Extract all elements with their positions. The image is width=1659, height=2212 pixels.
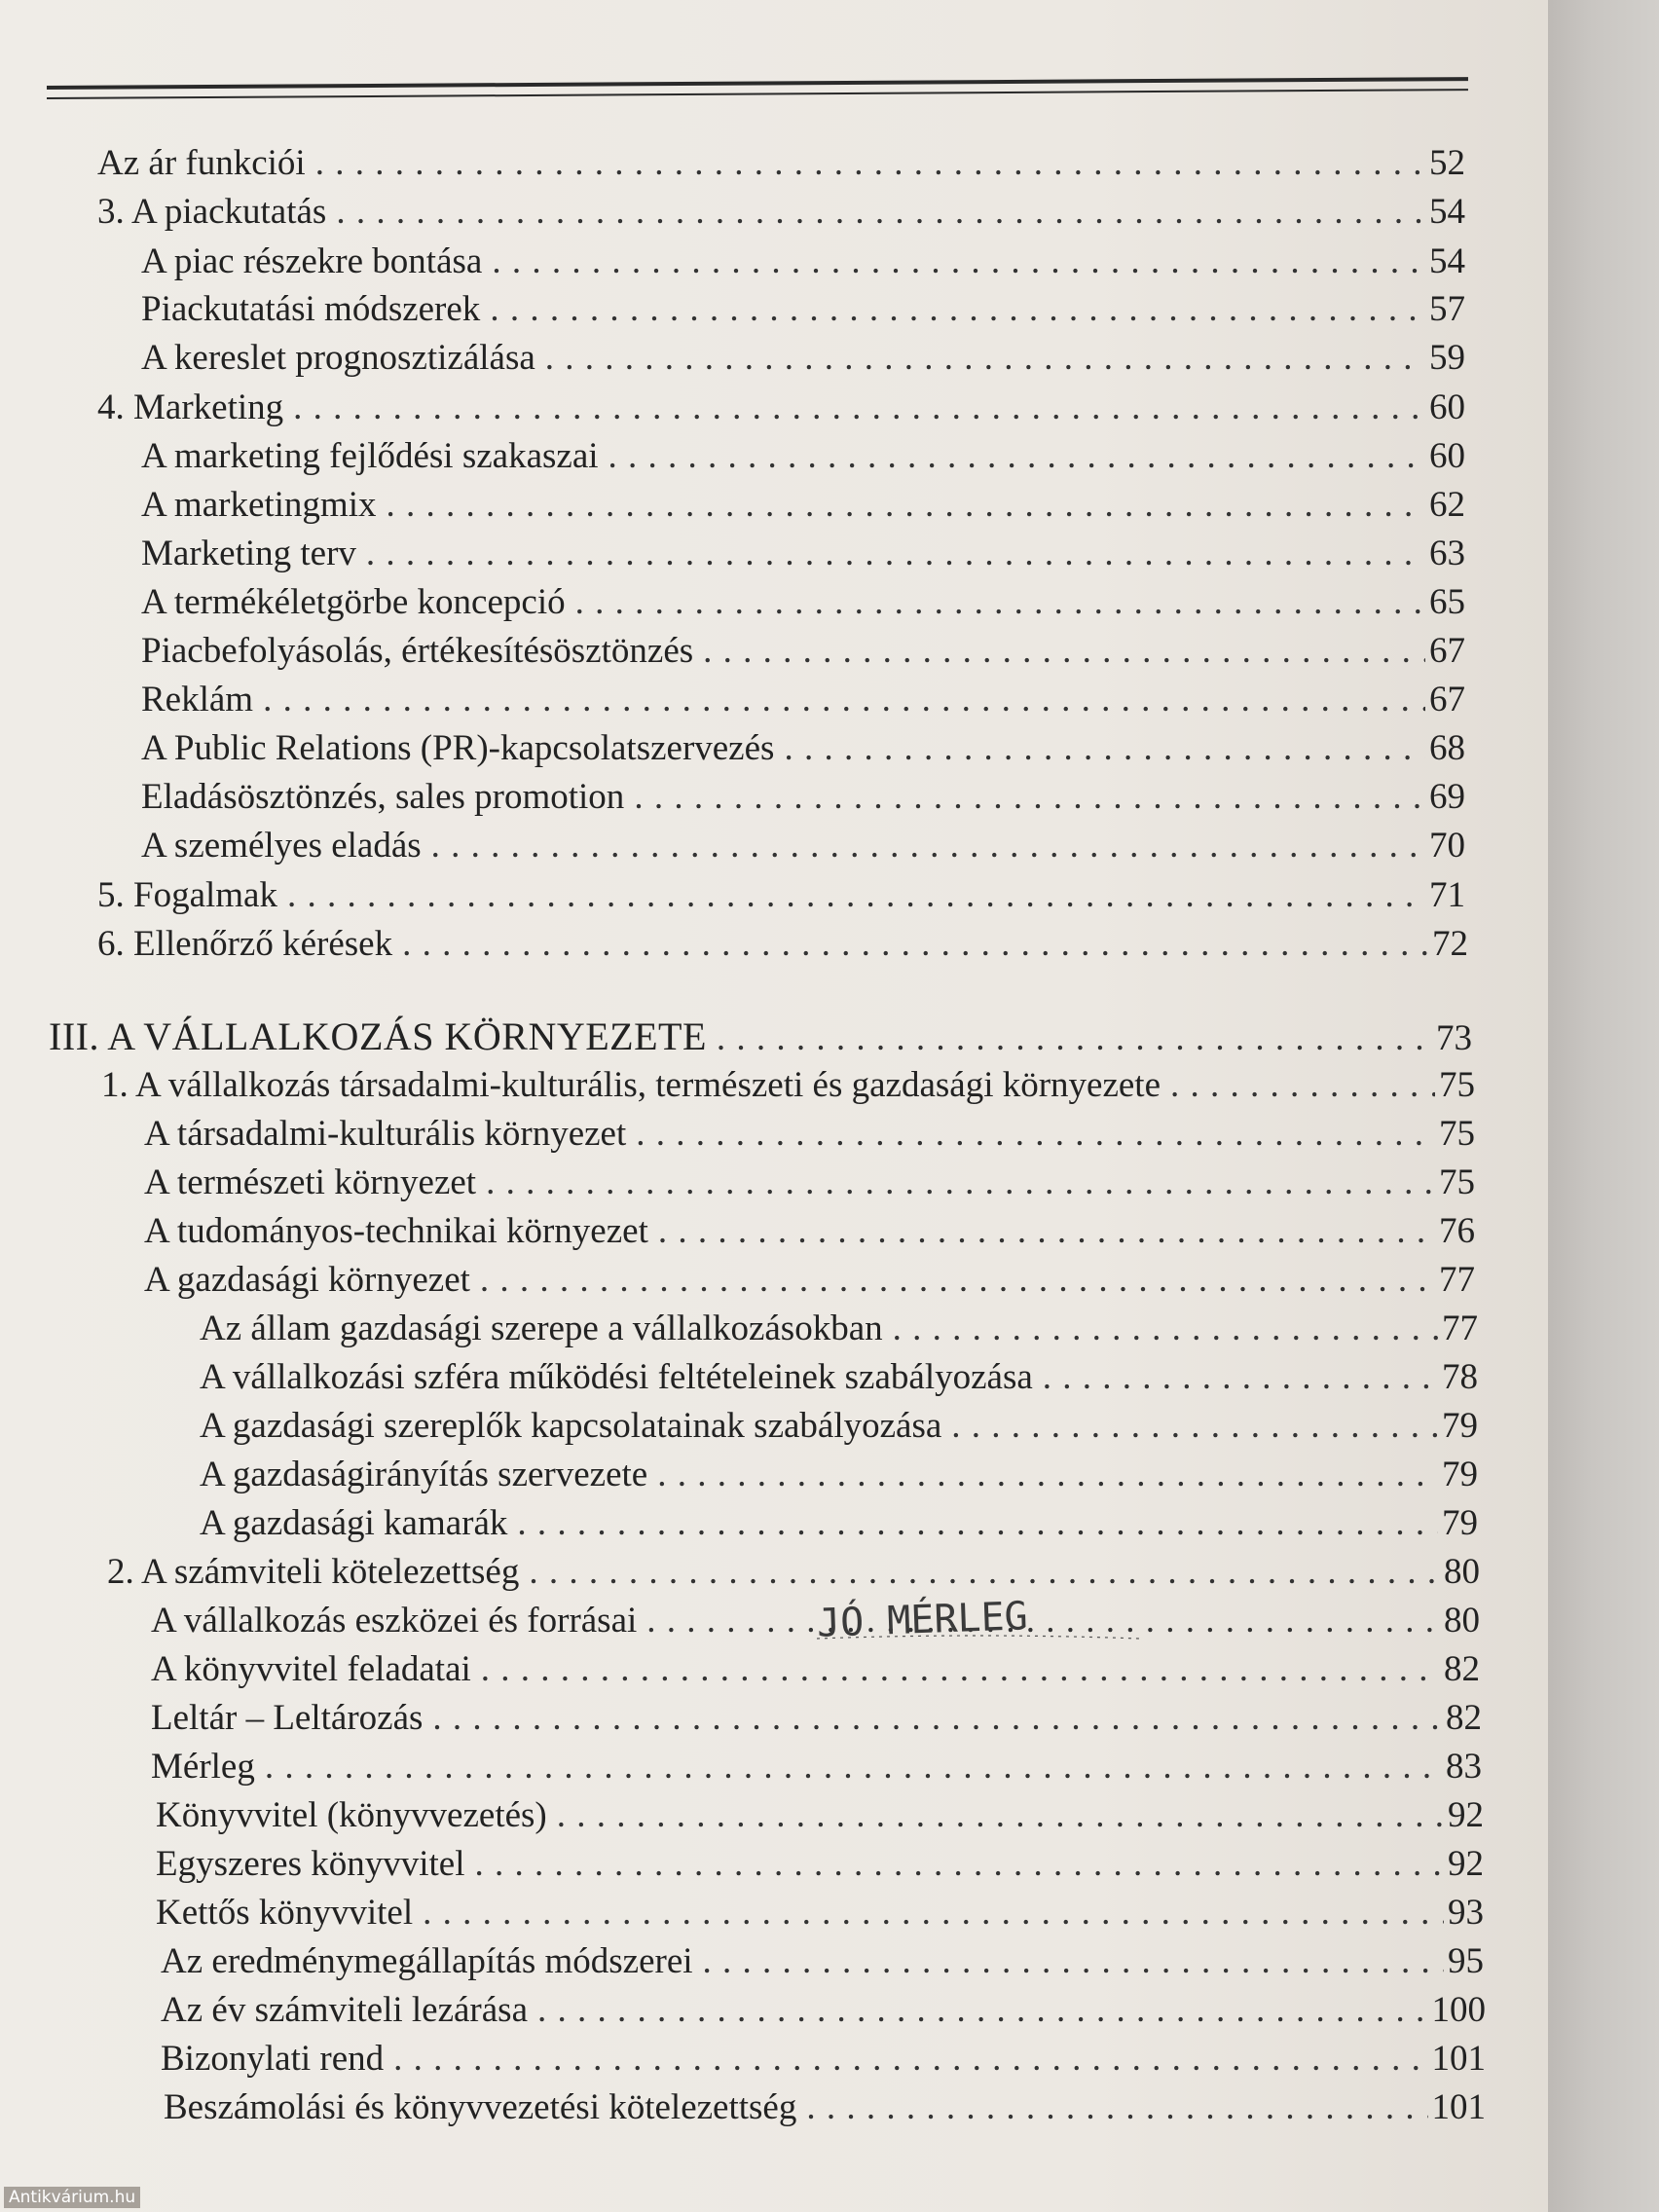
toc-entry: [141, 825, 1465, 867]
toc-leader-dots: [806, 2086, 1427, 2129]
toc-entry-title: A gazdasági környezet: [144, 1260, 470, 1300]
toc-entry: [151, 1648, 1480, 1691]
toc-leader-dots: [608, 435, 1425, 478]
toc-entry-title: 2. A számviteli kötelezettség: [107, 1552, 520, 1592]
toc-entry: [141, 533, 1465, 575]
toc-entry-title: Piackutatási módszerek: [141, 289, 481, 329]
toc-leader-dots: [287, 874, 1425, 917]
toc-entry: [156, 1794, 1484, 1837]
toc-entry-page-number: 76: [1439, 1211, 1475, 1251]
toc-entry-page-number: 69: [1429, 777, 1465, 817]
toc-leader-dots: [263, 679, 1425, 721]
toc-leader-dots: [336, 191, 1425, 234]
toc-entry: [141, 727, 1465, 770]
toc-entry-title: A könyvvitel feladatai: [151, 1649, 471, 1689]
toc-entry-page-number: 75: [1439, 1065, 1475, 1105]
toc-entry-page-number: 100: [1431, 1990, 1486, 2030]
toc-entry-page-number: 92: [1448, 1795, 1484, 1835]
toc-entry: [161, 1940, 1484, 1983]
toc-leader-dots: [517, 1502, 1438, 1545]
toc-leader-dots: [431, 825, 1425, 867]
toc-entry-page-number: 77: [1439, 1260, 1475, 1300]
toc-leader-dots: [537, 1989, 1428, 2032]
toc-leader-dots: [490, 288, 1425, 331]
toc-entry: [49, 1015, 1472, 1060]
toc-entry-page-number: 75: [1439, 1162, 1475, 1202]
toc-entry: [151, 1697, 1482, 1740]
toc-leader-dots: [545, 337, 1425, 380]
toc-entry-title: Mérleg: [151, 1747, 255, 1787]
toc-entry-page-number: 73: [1436, 1018, 1472, 1058]
toc-leader-dots: [1043, 1356, 1438, 1399]
toc-entry-title: A piac részekre bontása: [141, 241, 483, 281]
toc-entry: [141, 337, 1465, 380]
header-rule-thick: [47, 77, 1468, 90]
toc-entry-page-number: 79: [1442, 1455, 1478, 1494]
toc-leader-dots: [784, 727, 1425, 770]
toc-entry: [141, 776, 1465, 819]
toc-entry-page-number: 65: [1429, 582, 1465, 622]
toc-entry-title: A tudományos-technikai környezet: [144, 1211, 648, 1251]
toc-entry: [156, 1892, 1484, 1935]
toc-entry: [200, 1502, 1478, 1545]
toc-entry: [97, 923, 1468, 966]
toc-entry: [141, 435, 1465, 478]
toc-entry: [141, 288, 1465, 331]
toc-entry: [144, 1113, 1475, 1156]
toc-entry: [101, 1064, 1475, 1107]
toc-entry-page-number: 82: [1444, 1649, 1480, 1689]
toc-entry-title: Leltár – Leltározás: [151, 1698, 424, 1738]
toc-entry: [200, 1405, 1478, 1448]
toc-leader-dots: [703, 630, 1425, 673]
toc-entry-page-number: 60: [1429, 387, 1465, 427]
toc-entry-title: 4. Marketing: [97, 387, 284, 427]
toc-entry-title: A gazdasági kamarák: [200, 1503, 508, 1543]
toc-entry-title: A vállalkozási szféra működési feltételeinek szabályozása: [200, 1357, 1033, 1397]
toc-entry-title: 1. A vállalkozás társadalmi-kulturális, természeti és gazdasági környezete: [101, 1065, 1161, 1105]
toc-leader-dots: [432, 1697, 1442, 1740]
toc-entry: [97, 191, 1465, 234]
toc-leader-dots: [393, 2038, 1427, 2081]
toc-entry: [97, 142, 1465, 185]
toc-entry: [141, 679, 1465, 721]
toc-leader-dots: [636, 1113, 1435, 1156]
toc-entry-title: 6. Ellenőrző kérések: [97, 924, 393, 964]
toc-entry-title: A Public Relations (PR)-kapcsolatszervezés: [141, 728, 775, 768]
toc-entry: [156, 1843, 1484, 1886]
toc-entry-title: Könyvvitel (könyvvezetés): [156, 1795, 547, 1835]
toc-entry: [141, 240, 1465, 283]
toc-entry-title: Bizonylati rend: [161, 2039, 385, 2079]
header-rule-thin: [47, 89, 1468, 99]
toc-entry-title: Az eredménymegállapítás módszerei: [161, 1941, 693, 1981]
toc-entry: [141, 581, 1465, 624]
toc-entry-title: A társadalmi-kulturális környezet: [144, 1114, 627, 1154]
toc-entry: [144, 1259, 1475, 1302]
toc-leader-dots: [658, 1210, 1435, 1253]
toc-entry: [200, 1356, 1478, 1399]
toc-entry-page-number: 52: [1429, 143, 1465, 183]
toc-leader-dots: [265, 1746, 1442, 1788]
toc-entry: [144, 1161, 1475, 1204]
toc-entry-title: Piacbefolyásolás, értékesítésösztönzés: [141, 631, 694, 671]
toc-entry-title: Az év számviteli lezárása: [161, 1990, 528, 2030]
toc-entry: [161, 1989, 1486, 2032]
toc-entry: [141, 630, 1465, 673]
toc-entry-page-number: 79: [1442, 1406, 1478, 1446]
toc-entry: [164, 2086, 1486, 2129]
toc-entry-page-number: 70: [1429, 826, 1465, 866]
toc-entry-title: Reklám: [141, 680, 254, 719]
toc-leader-dots: [717, 1017, 1432, 1060]
toc-entry: [161, 2038, 1486, 2081]
toc-leader-dots: [315, 142, 1425, 185]
toc-leader-dots: [634, 776, 1425, 819]
toc-entry: [200, 1308, 1478, 1350]
toc-leader-dots: [402, 923, 1428, 966]
toc-entry-title: A vállalkozás eszközei és forrásai: [151, 1601, 638, 1641]
toc-entry-page-number: 101: [1431, 2087, 1486, 2127]
toc-entry: [151, 1746, 1482, 1788]
toc-entry-page-number: 83: [1446, 1747, 1482, 1787]
toc-leader-dots: [575, 581, 1425, 624]
toc-leader-dots: [480, 1259, 1435, 1302]
toc-entry-title: A termékéletgörbe koncepció: [141, 582, 566, 622]
toc-leader-dots: [657, 1454, 1438, 1496]
toc-leader-dots: [557, 1794, 1444, 1837]
toc-entry-page-number: 72: [1432, 924, 1468, 964]
toc-leader-dots: [366, 533, 1425, 575]
toc-entry-page-number: 75: [1439, 1114, 1475, 1154]
toc-entry-page-number: 63: [1429, 534, 1465, 573]
toc-entry-page-number: 80: [1444, 1601, 1480, 1641]
toc-entry-title: Marketing terv: [141, 534, 356, 573]
toc-entry-title: Eladásösztönzés, sales promotion: [141, 777, 625, 817]
toc-entry-title: A gazdasági szereplők kapcsolatainak szabályozása: [200, 1406, 942, 1446]
toc-entry-page-number: 68: [1429, 728, 1465, 768]
toc-entry-page-number: 80: [1444, 1552, 1480, 1592]
toc-entry-title: Kettős könyvvitel: [156, 1893, 414, 1933]
toc-leader-dots: [893, 1308, 1438, 1350]
toc-entry-title: Egyszeres könyvvitel: [156, 1844, 465, 1884]
toc-entry-page-number: 59: [1429, 338, 1465, 378]
toc-leader-dots: [475, 1843, 1445, 1886]
toc-entry-page-number: 92: [1448, 1844, 1484, 1884]
toc-entry-page-number: 57: [1429, 289, 1465, 329]
toc-entry: [144, 1210, 1475, 1253]
toc-entry-page-number: 62: [1429, 485, 1465, 525]
handwritten-note-text: JÓ MÉRLEG: [816, 1594, 1029, 1646]
toc-entry-title: A gazdaságirányítás szervezete: [200, 1455, 648, 1494]
toc-leader-dots: [703, 1940, 1444, 1983]
toc-entry-page-number: 78: [1442, 1357, 1478, 1397]
toc-leader-dots: [951, 1405, 1438, 1448]
toc-leader-dots: [1170, 1064, 1435, 1107]
toc-entry-title: 3. A piackutatás: [97, 192, 327, 232]
watermark: Antikvárium.hu: [4, 2187, 140, 2208]
toc-entry: [141, 484, 1465, 527]
toc-leader-dots: [387, 484, 1426, 527]
toc-entry-page-number: 93: [1448, 1893, 1484, 1933]
toc-entry-title: Az állam gazdasági szerepe a vállalkozásokban: [200, 1309, 883, 1348]
toc-entry-title: A személyes eladás: [141, 826, 422, 866]
toc-entry-page-number: 67: [1429, 631, 1465, 671]
toc-entry-page-number: 60: [1429, 436, 1465, 476]
toc-entry: [107, 1551, 1480, 1594]
toc-entry-page-number: 67: [1429, 680, 1465, 719]
toc-entry-page-number: 95: [1448, 1941, 1484, 1981]
toc-entry: [97, 387, 1465, 429]
toc-entry: [97, 874, 1465, 917]
toc-entry-page-number: 77: [1442, 1309, 1478, 1348]
toc-entry-title: A marketing fejlődési szakaszai: [141, 436, 599, 476]
toc-entry-title: A természeti környezet: [144, 1162, 477, 1202]
toc-entry-title: A kereslet prognosztizálása: [141, 338, 535, 378]
toc-entry-page-number: 101: [1431, 2039, 1486, 2079]
toc-leader-dots: [423, 1892, 1444, 1935]
toc-entry-title: A marketingmix: [141, 485, 377, 525]
toc-entry: [200, 1454, 1478, 1496]
toc-entry-title: 5. Fogalmak: [97, 875, 277, 915]
toc-entry-page-number: 79: [1442, 1503, 1478, 1543]
handwritten-note: [813, 1590, 1144, 1646]
toc-leader-dots: [486, 1161, 1435, 1204]
toc-leader-dots: [293, 387, 1425, 429]
toc-entry-page-number: 54: [1429, 241, 1465, 281]
toc-entry-page-number: 54: [1429, 192, 1465, 232]
toc-entry-page-number: 82: [1446, 1698, 1482, 1738]
page-edge-shadow: [1548, 0, 1659, 2212]
toc-leader-dots: [481, 1648, 1440, 1691]
toc-entry-title: Az ár funkciói: [97, 143, 306, 183]
toc-leader-dots: [529, 1551, 1440, 1594]
toc-leader-dots: [492, 240, 1425, 283]
toc-entry-title: III. A VÁLLALKOZÁS KÖRNYEZETE: [49, 1014, 707, 1058]
toc-entry-page-number: 71: [1429, 875, 1465, 915]
toc-entry-title: Beszámolási és könyvvezetési kötelezettség: [164, 2087, 797, 2127]
